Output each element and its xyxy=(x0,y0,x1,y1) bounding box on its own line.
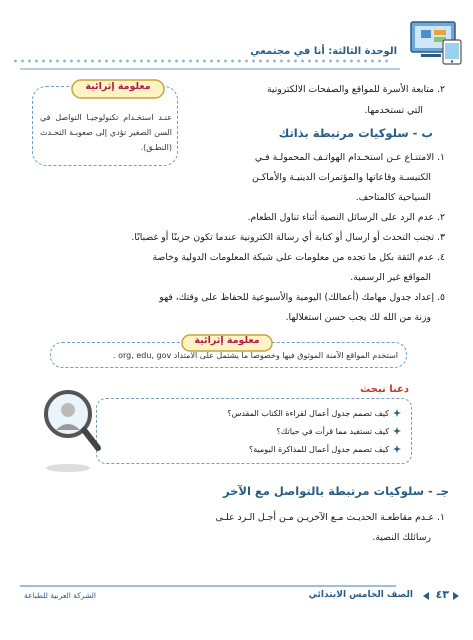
c1-line-1: ١. عـدم مقاطعـة الحديـث مـع الآخريـن مـن أجـل الـرد علـى xyxy=(215,512,445,523)
b3-text: ٣. تجنب التحدث أو ارسال أو كتابة أي رسالة الكترونية عندما تكون حزينًا أو غضبانًا. xyxy=(131,232,445,243)
section-c-heading: جـ - سلوكيات مرتبطة بالتواصل مع الآخر xyxy=(222,484,449,498)
unit-title: الوحدة الثالثة: أنا في مجتمعي xyxy=(250,46,397,57)
research-question-text: كيف تصمم جدول أعمال لقراءة الكتاب المقدس؟ xyxy=(227,409,389,418)
header-dotted-band xyxy=(12,58,390,64)
item-2-line-1: ٢. متابعة الأسرة للمواقع والصفحات الالكترونية xyxy=(266,84,445,95)
b2-text: ٢. عدم الرد على الرسائل النصية أثناء تناول الطعام. xyxy=(247,212,445,223)
b1-line-2: الكنيسـة وقاعاتها والمؤتمرات الدينيـة والأماكـن xyxy=(252,172,431,183)
page-arrow-right-icon xyxy=(453,592,459,600)
b4-line-1: ٤. عدم الثقة بكل ما تجده من معلومات على شبكة المعلومات الدولية وخاصة xyxy=(152,252,445,263)
info-badge-label: معلومة إثرائية xyxy=(85,81,151,92)
info-badge-2-label: معلومة إثرائية xyxy=(194,335,260,346)
bullet-star-icon xyxy=(393,427,401,435)
b1-line-1: ١. الامتنـاع عـن استخـدام الهواتـف المحمولـة فـي xyxy=(254,152,445,163)
page-header xyxy=(0,0,473,74)
magnifier-person-icon xyxy=(38,380,108,476)
c1-line-2: رسائلك النصية. xyxy=(372,532,431,543)
header-divider xyxy=(20,68,400,70)
item-2-line-2: التي تستخدمها. xyxy=(364,105,423,116)
info-box-text: عنـد استخـدام تكنولوجيـا التواصل في السن الصغير تؤدي إلى صعوبـة التحـدث (النطـق). xyxy=(40,113,172,152)
info-box-2-text: استخدم المواقع الآمنة الموثوق فيها وخصوصا ما يشتمل على الامتداد org, edu, gov . xyxy=(113,351,398,360)
grade-label: الصف الخامس الابتدائي xyxy=(308,590,413,600)
page-arrow-left-icon xyxy=(423,592,429,600)
b1-line-3: السياحية كالمتاحف. xyxy=(355,192,431,203)
research-question xyxy=(277,426,402,436)
publisher-name: الشركة العربية للطباعة xyxy=(24,591,97,600)
research-question-text: كيف تستفيد مما قرأت في حياتك؟ xyxy=(276,427,389,436)
bullet-star-icon xyxy=(393,409,401,417)
page-number: ٤٣ xyxy=(435,588,449,601)
footer-divider xyxy=(20,585,396,587)
research-question xyxy=(249,444,401,454)
bullet-star-icon xyxy=(393,445,401,453)
research-label: دعنا نبحث xyxy=(360,384,409,395)
research-question-text: كيف تصمم جدول أعمال للمذاكرة اليومية؟ xyxy=(248,445,389,454)
devices-collage-icon xyxy=(407,16,465,68)
b5-line-2: وزنة من الله لك يجب حسن استغلالها. xyxy=(285,312,431,323)
section-b-heading: ب - سلوكيات مرتبطة بذاتك xyxy=(278,126,433,140)
b5-line-1: ٥. إعداد جدول مهامك (أعمالك) اليومية والأسبوعية للحفاظ على وقتك، فهو xyxy=(159,292,445,303)
research-question xyxy=(227,408,401,418)
b4-line-2: المواقع غير الرسمية. xyxy=(350,272,431,283)
